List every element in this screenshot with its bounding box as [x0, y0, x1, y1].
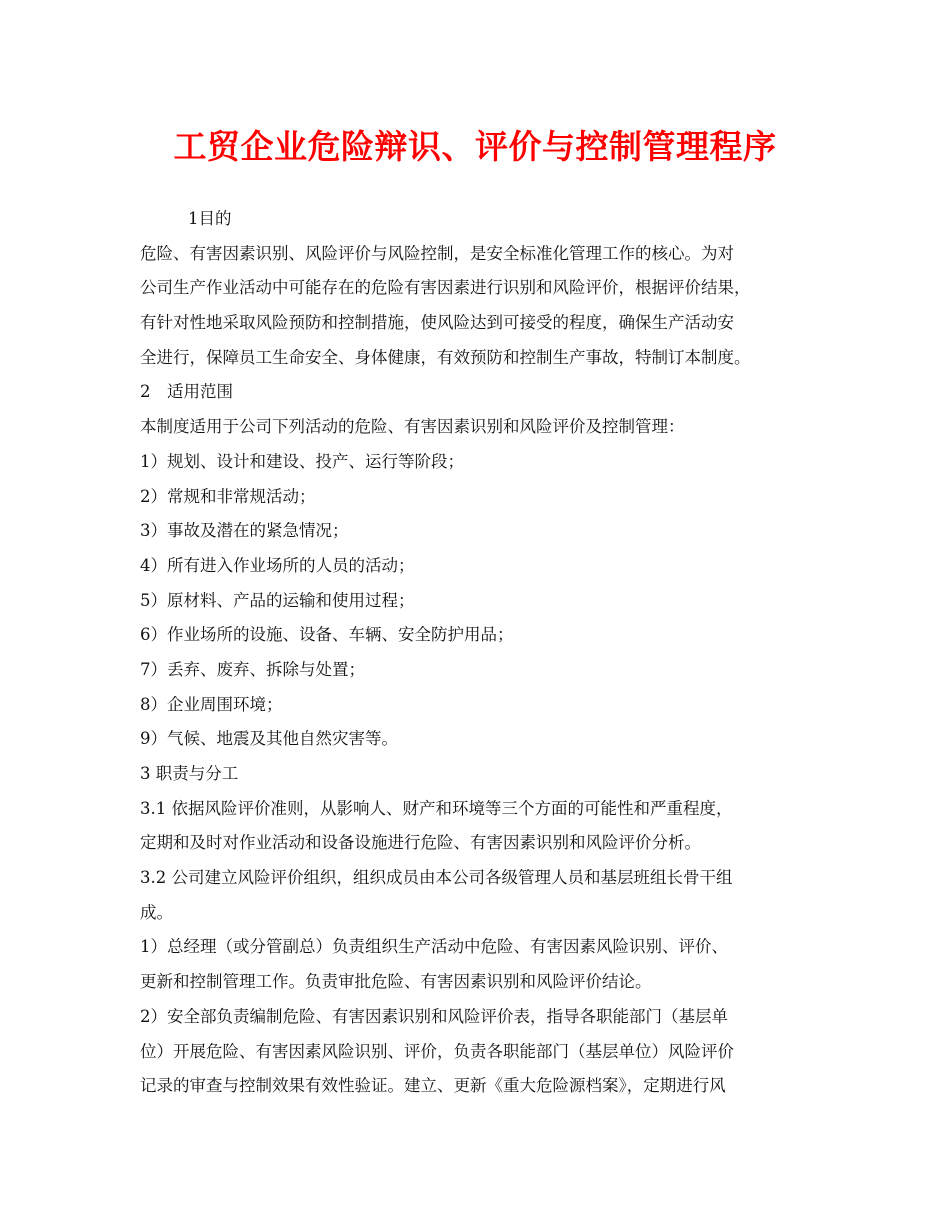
paragraph-line: 成。: [140, 902, 173, 922]
paragraph-line: 全进行，保障员工生命安全、身体健康，有效预防和控制生产事故，特制订本制度。: [140, 347, 751, 367]
list-item: 6）作业场所的设施、设备、车辆、安全防护用品；: [140, 625, 514, 645]
paragraph-line: 本制度适用于公司下列活动的危险、有害因素识别和风险评价及控制管理：: [140, 417, 685, 437]
list-item: 9）气候、地震及其他自然灾害等。: [140, 729, 398, 749]
paragraph-line: 有针对性地采取风险预防和控制措施，使风险达到可接受的程度，确保生产活动安: [140, 313, 734, 333]
list-item: 1）规划、设计和建设、投产、运行等阶段；: [140, 451, 464, 471]
paragraph-line: 危险、有害因素识别、风险评价与风险控制，是安全标准化管理工作的核心。为对: [140, 243, 734, 263]
section-heading: 2 适用范围: [140, 382, 233, 402]
list-item: 5）原材料、产品的运输和使用过程；: [140, 590, 415, 610]
list-item: 4）所有进入作业场所的人员的活动；: [140, 555, 415, 575]
paragraph-line: 更新和控制管理工作。负责审批危险、有害因素识别和风险评价结论。: [140, 972, 652, 992]
paragraph-line: 记录的审查与控制效果有效性验证。建立、更新《重大危险源档案》，定期进行风: [140, 1076, 726, 1096]
document-body: [140, 202, 830, 1104]
list-item: 2）安全部负责编制危险、有害因素识别和风险评价表，指导各职能部门（基层单: [140, 1006, 728, 1026]
list-item: 8）企业周围环境；: [140, 694, 283, 714]
paragraph-line: 位）开展危险、有害因素风险识别、评价，负责各职能部门（基层单位）风险评价: [140, 1041, 734, 1061]
list-item: 1）总经理（或分管副总）负责组织生产活动中危险、有害因素风险识别、评价、: [140, 937, 728, 957]
list-item: 7）丢弃、废弃、拆除与处置；: [140, 659, 365, 679]
document-title: 工贸企业危险辩识、评价与控制管理程序: [173, 127, 777, 166]
section-heading: 3 职责与分工: [140, 764, 239, 783]
section-heading: 1目的: [188, 209, 232, 228]
paragraph-line: 3.1 依据风险评价准则，从影响人、财产和环境等三个方面的可能性和严重程度，: [140, 798, 733, 818]
paragraph-line: 定期和及时对作业活动和设备设施进行危险、有害因素识别和风险评价分析。: [140, 833, 701, 853]
list-item: 2）常规和非常规活动；: [140, 486, 316, 506]
paragraph-line: 公司生产作业活动中可能存在的危险有害因素进行识别和风险评价，根据评价结果，: [140, 278, 751, 298]
paragraph-line: 3.2 公司建立风险评价组织，组织成员由本公司各级管理人员和基层班组长骨干组: [140, 868, 733, 888]
list-item: 3）事故及潜在的紧急情况；: [140, 521, 349, 541]
